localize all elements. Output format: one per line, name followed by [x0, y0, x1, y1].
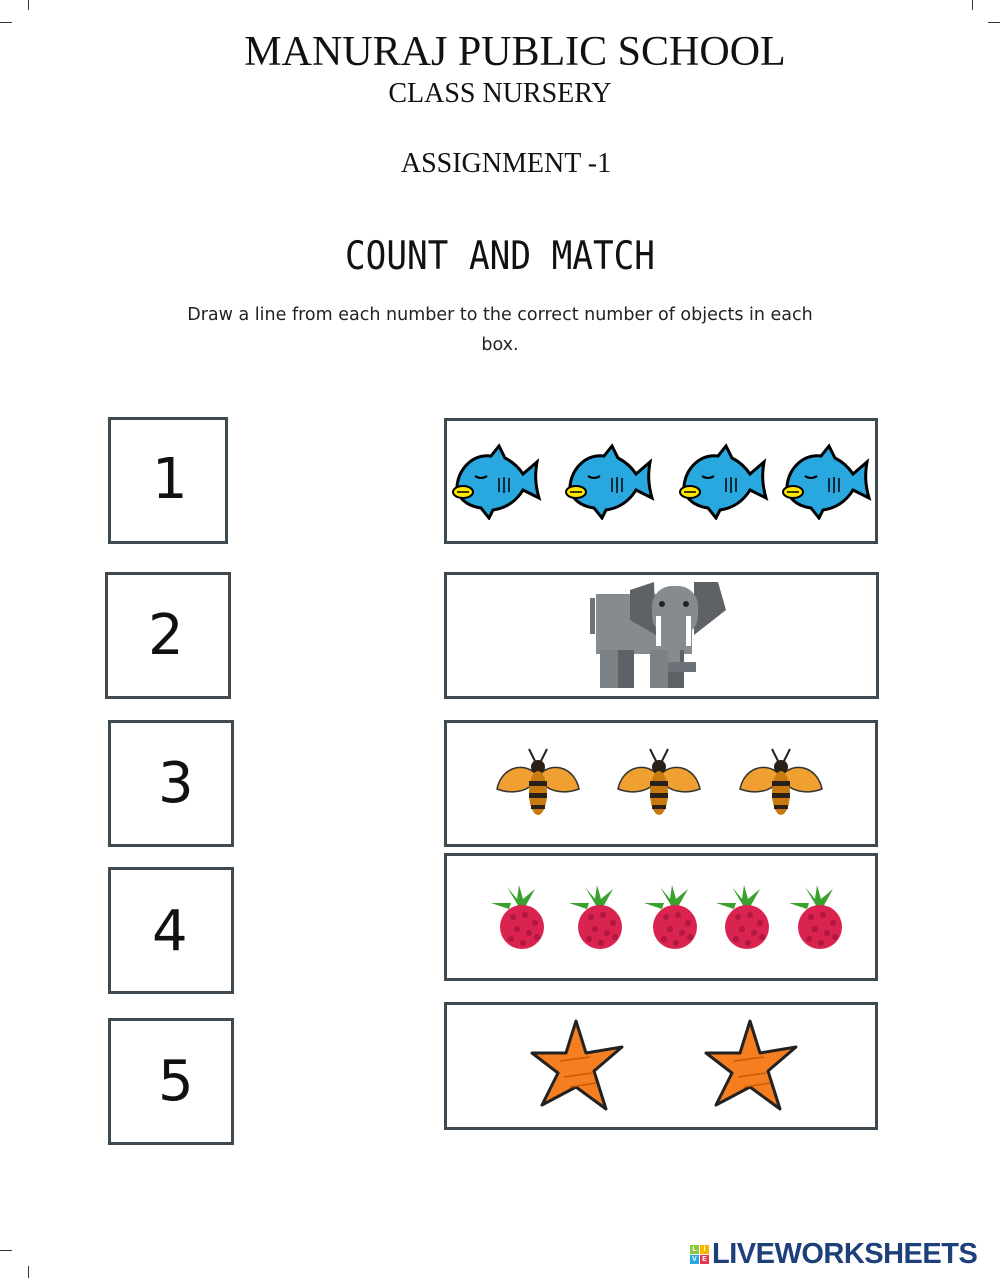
fish-icon [781, 440, 873, 525]
number-label: 5 [158, 1049, 194, 1114]
raspberry-icon [714, 885, 776, 956]
logo-text: LIVEWORKSHEETS [712, 1238, 978, 1270]
fish-icon [564, 440, 656, 525]
fish-icon [678, 440, 770, 525]
worksheet-heading: COUNT AND MATCH [345, 234, 655, 279]
star-icon [704, 1017, 800, 1118]
raspberry-icon [787, 885, 849, 956]
number-label: 4 [152, 899, 188, 964]
number-label: 1 [152, 447, 188, 512]
assignment-title: ASSIGNMENT -1 [400, 148, 612, 179]
raspberry-icon [642, 885, 704, 956]
star-icon [530, 1017, 626, 1118]
number-label: 3 [158, 751, 194, 816]
raspberry-icon [567, 885, 629, 956]
bee-icon [738, 747, 824, 824]
number-label: 2 [148, 603, 184, 668]
instructions: Draw a line from each number to the correct number of objects in each box. [187, 305, 813, 355]
bee-icon [616, 747, 702, 824]
liveworksheets-logo [690, 1238, 977, 1271]
fish-icon [451, 440, 543, 525]
raspberry-icon [489, 885, 551, 956]
star-box[interactable] [444, 1002, 878, 1130]
school-name: MANURAJ PUBLIC SCHOOL [244, 29, 786, 75]
elephant-icon [590, 580, 730, 695]
bee-icon [495, 747, 581, 824]
class-name: CLASS NURSERY [388, 78, 612, 109]
logo-tiles-icon: L I V E [690, 1245, 709, 1264]
